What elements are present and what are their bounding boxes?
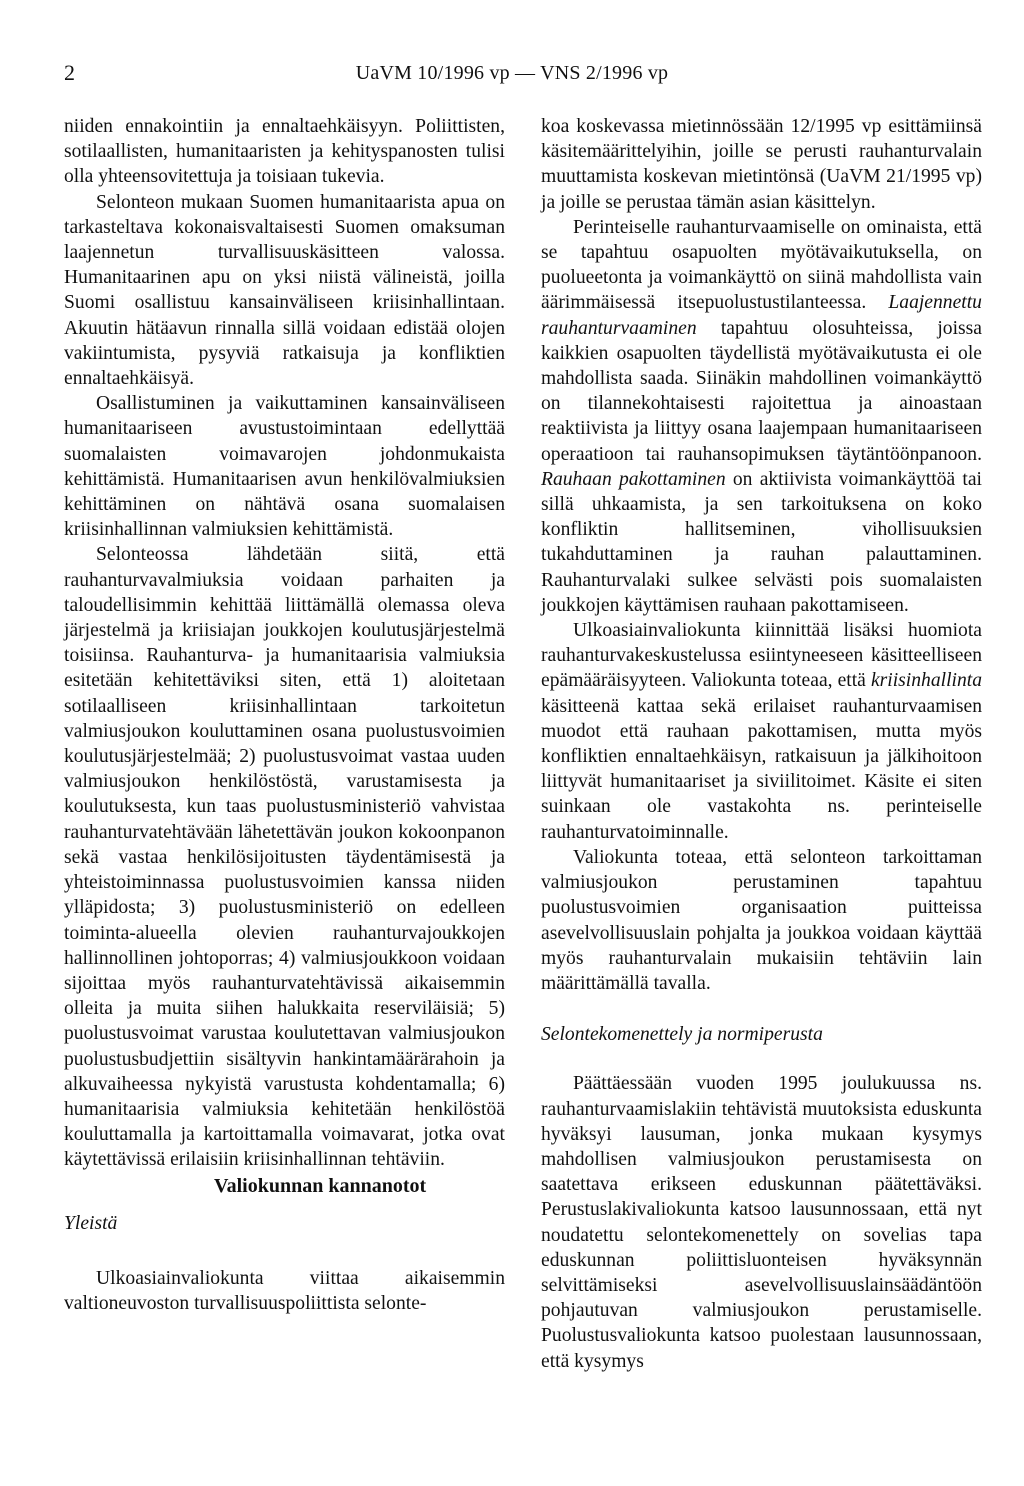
paragraph: niiden ennakointiin ja ennaltaehkäisyyn. Poliittisten, sotilaallisten, humanitaaristen ja kehityspanosten tulisi olla yhteensovitettuja ja toisiaan tukevia. (64, 116, 505, 188)
page-number: 2 (64, 60, 75, 85)
section-heading: Valiokunnan kannanotot (214, 1174, 427, 1197)
paragraph (541, 618, 982, 845)
paragraph-text: tapahtuu olosuhteissa, joissa kaikkien osapuolten täydellistä myötävaikutusta ei ole mahdollista saada. Siinäkin mahdollinen voimankäyttö on tilannekohtaisesti rajoitettua ja ainoastaan reaktiivista ja liittyy osana laajempaan humanitaariseen operaatioon tai rauhansopimuksen täytäntöönpanoon. (541, 317, 982, 465)
paragraph: Selonteon mukaan Suomen humanitaarista apua on tarkasteltava kokonaisvaltaisesti Suomen omaksuman laajennetun turvallisuuskäsitteen valossa. Humanitaarinen apu on yksi niistä välineistä, joilla Suomi osallistuu kansainväliseen kriisinhallintaan. Akuutin hätäavun rinnalla sillä voidaan edistää olojen vakiintumista, pysyviä ratkaisuja ja konfliktien ennaltaehkäisyä. (64, 191, 505, 390)
paragraph: Osallistuminen ja vaikuttaminen kansainväliseen humanitaariseen avustustoimintaan edellyttää suomalaisten voimavarojen johdonmukaista kehittämistä. Humanitaarisen avun henkilövalmiuksien kehittäminen on nähtävä osana suomalaisen kriisinhallinnan valmiuksien kehittämistä. (64, 393, 505, 541)
term-laajennettu-rauhanturvaaminen: Laajennettu rauhanturvaaminen (541, 292, 982, 339)
running-header: UaVM 10/1996 vp — VNS 2/1996 vp (355, 62, 669, 84)
term-rauhaan-pakottaminen: Rauhaan pakottaminen (541, 468, 726, 490)
paragraph-text: on aktiivista voimankäyttöä tai sillä uhkaamista, ja sen tarkoituksena on koko konfliktin hallitseminen, vihollisuuksien tukahduttaminen ja rauhan palauttaminen. Rauhanturvalaki sulkee selvästi pois suomalaisten joukkojen käyttämisen rauhaan pakottamiseen. (541, 468, 982, 616)
left-column (64, 114, 505, 1316)
subheading: Selontekomenettely ja normiperusta (541, 1024, 823, 1046)
paragraph: Päättäessään vuoden 1995 joulukuussa ns. rauhanturvaamislakiin tehtävistä muutoksista eduskunta hyväksyi lausuman, jonka mukaan kysymys mahdollisen valmiusjoukon perustamisesta on saatettava erikseen eduskunnan päätettäväksi. Perustuslakivaliokunta katsoo lausunnossaan, että nyt noudatettu selontekomenettely on sovelias tapa eduskunnan poliittisluonteisen hyväksynnän selvittämiseksi asevelvollisuuslainsäädäntöön pohjautuvan valmiusjoukon perustamiselle. Puolustusvaliokunta katsoo puolestaan lausunnossaan, että kysymys (541, 1073, 982, 1372)
paragraph: Valiokunta toteaa, että selonteon tarkoittaman valmiusjoukon perustaminen tapahtuu puolustusvoimien organisaation puitteissa asevelvollisuuslain pohjalta ja joukkoa voidaan käyttää myös rauhanturvalain mukaisiin tehtäviin lain määrittämällä tavalla. (541, 846, 982, 994)
paragraph: koa koskevassa mietinnössään 12/1995 vp esittämiinsä käsitemäärittelyihin, joille se perusti rauhanturvalain muuttamista koskevan mietintönsä (UaVM 21/1995 vp) ja joille se perustaa tämän asian käsittelyn. (541, 116, 982, 213)
right-column (541, 114, 982, 1374)
paragraph: Selonteossa lähdetään siitä, että rauhanturvavalmiuksia voidaan parhaiten ja taloudellisimmin kehittää liittämällä olemassa oleva järjestelmä ja kriisiajan joukkojen koulutusjärjestelmä toisiinsa. Rauhanturva- ja humanitaarisia valmiuksia esitetään kehitettäviksi siten, että 1) aloitetaan sotilaalliseen kriisinhallintaan tarkoitetun valmiusjoukon kouluttaminen osana puolustusvoimien koulutusjärjestelmää; 2) puolustusvoimat vastaa uuden valmiusjoukon henkilöstöstä, varustamisesta ja koulutuksesta, kun taas puolustusministeriö vahvistaa rauhanturvatehtävään lähetettävän joukon kokoonpanon sekä vastaa henkilösijoitusten täydentämisestä ja yhteistoiminnassa puolustusvoimien kanssa niiden ylläpidosta; 3) puolustusministeriö on edelleen toiminta-alueella olevien rauhanturvajoukkojen hallinnollinen johtoporras; 4) valmiusjoukkoon voidaan sijoittaa myös rauhanturvatehtävissä aikaisemmin olleita ja muita siihen halukkaita reserviläisiä; 5) puolustusvoimat varustaa koulutettavan valmiusjoukon puolustusbudjettiin sisältyvin hankintamäärärahoin ja alkuvaiheessa nykyistä varustusta kohdentamalla; 6) humanitaarisia valmiuksia kehitetään henkilöstöä kouluttamalla ja kartoittamalla voimavarat, jotka ovat käytettävissä erilaisiin kriisinhallinnan tehtäviin. (64, 544, 505, 1171)
paragraph: Ulkoasiainvaliokunta viittaa aikaisemmin valtioneuvoston turvallisuuspoliittista selonte- (64, 1267, 505, 1314)
term-kriisinhallinta: kriisinhallinta (870, 670, 982, 692)
paragraph (541, 215, 982, 618)
subheading: Yleistä (64, 1212, 118, 1234)
paragraph-text: Perinteiselle rauhanturvaamiselle on ominaista, että se tapahtuu osapuolten myötävaikutuksella, on puolueetonta ja voimankäyttö on siinä mahdollista vain äärimmäisessä itsepuolustustilanteessa. (541, 216, 982, 314)
paragraph-text: käsitteenä kattaa sekä erilaiset rauhanturvaamisen muodot että rauhaan pakottamisen, mutta myös konfliktien ennaltaehkäisyn, ratkaisuun ja jälkihoitoon liittyvät humanitaariset ja siviilitoimet. Käsite ei siten suinkaan ole vastakohta ns. perinteiselle rauhanturvatoiminnalle. (541, 695, 982, 843)
paragraph-text: Ulkoasiainvaliokunta kiinnittää lisäksi huomiota rauhanturvakeskustelussa esiintyneeseen käsitteelliseen epämääräisyyteen. Valiokunta toteaa, että (541, 620, 982, 692)
